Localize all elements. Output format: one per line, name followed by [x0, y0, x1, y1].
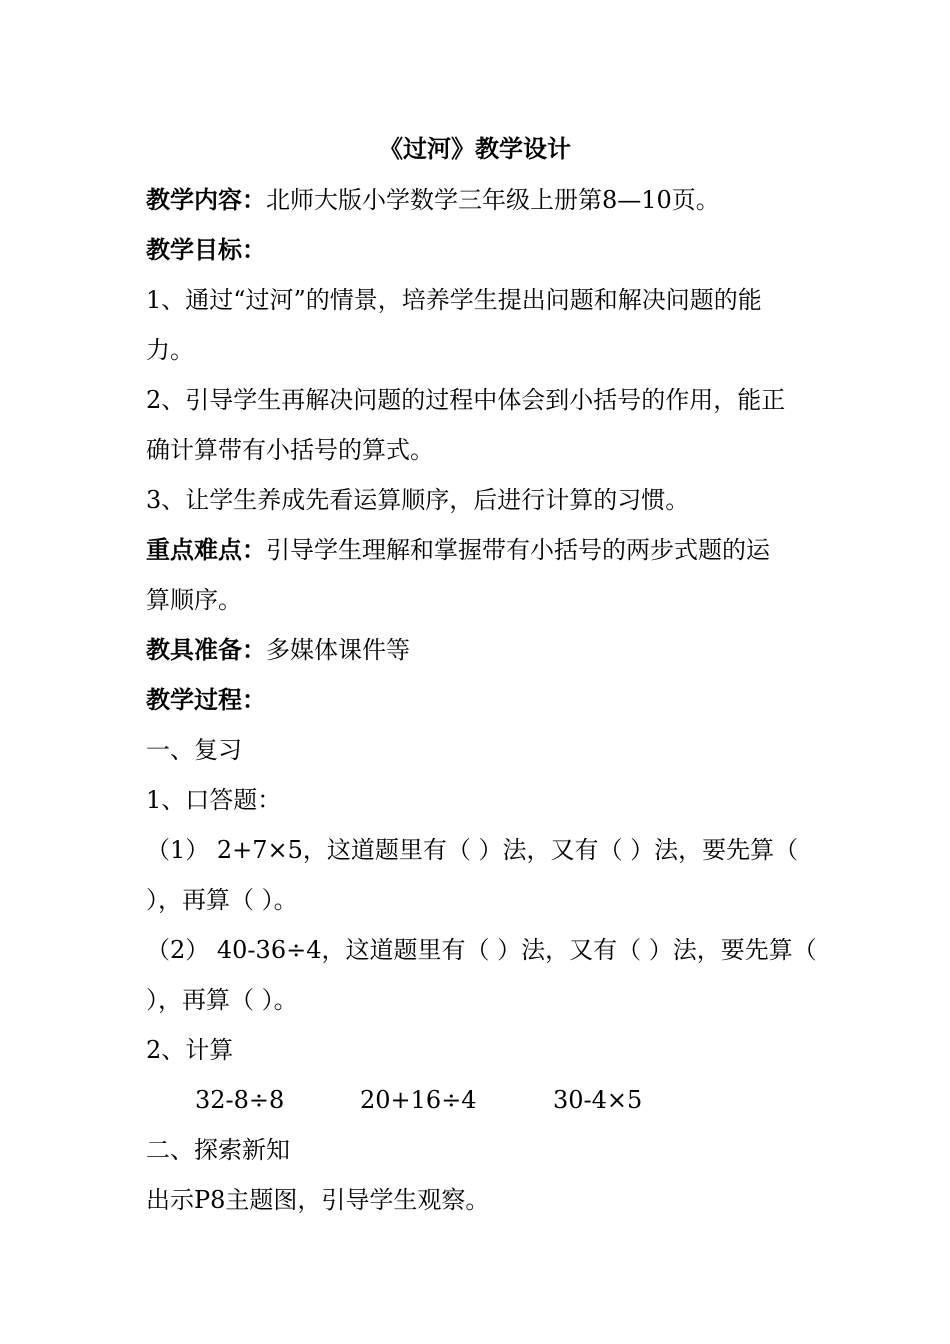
content-text: 北师大版小学数学三年级上册第8—10页。	[266, 186, 720, 214]
section-review: 一、复习	[146, 736, 242, 764]
objective-2-line-1: 2、引导学生再解决问题的过程中体会到小括号的作用，能正	[146, 386, 786, 414]
key-points-text: 引导学生理解和掌握带有小括号的两步式题的运	[266, 536, 770, 564]
question-1-line-2: ），再算（ ）。	[146, 886, 298, 914]
key-points-line	[146, 535, 770, 565]
key-points-line-2: 算顺序。	[146, 586, 242, 614]
content-label: 教学内容：	[146, 185, 266, 214]
section-explore: 二、探索新知	[146, 1136, 290, 1164]
question-1-line-1: （1） 2+7×5，这道题里有（ ）法，又有（ ）法，要先算（	[146, 836, 799, 864]
process-label: 教学过程：	[146, 685, 266, 714]
objective-1-line-2: 力。	[146, 336, 194, 364]
question-2-line-2: ），再算（ ）。	[146, 986, 298, 1014]
tools-label: 教具准备：	[146, 635, 266, 664]
calculation-heading: 2、计算	[146, 1036, 234, 1064]
tools-line	[146, 635, 410, 665]
content-line	[146, 185, 720, 215]
explore-instruction: 出示P8主题图，引导学生观察。	[146, 1186, 490, 1214]
oral-questions-heading: 1、口答题：	[146, 786, 282, 814]
document-title: 《过河》教学设计	[379, 134, 571, 163]
objective-1-line-1: 1、通过“过河”的情景，培养学生提出问题和解决问题的能	[146, 286, 762, 314]
calc-item-3: 30-4×5	[553, 1086, 643, 1114]
objective-2-line-2: 确计算带有小括号的算式。	[146, 436, 434, 464]
key-points-label: 重点难点：	[146, 535, 266, 564]
calc-item-2: 20+16÷4	[360, 1086, 477, 1114]
objectives-label: 教学目标：	[146, 235, 266, 264]
objective-3: 3、让学生养成先看运算顺序，后进行计算的习惯。	[146, 486, 690, 514]
tools-text: 多媒体课件等	[266, 636, 410, 664]
question-2-line-1: （2） 40-36÷4，这道题里有（ ）法，又有（ ）法，要先算（	[146, 936, 817, 964]
calc-item-1: 32-8÷8	[195, 1086, 285, 1114]
